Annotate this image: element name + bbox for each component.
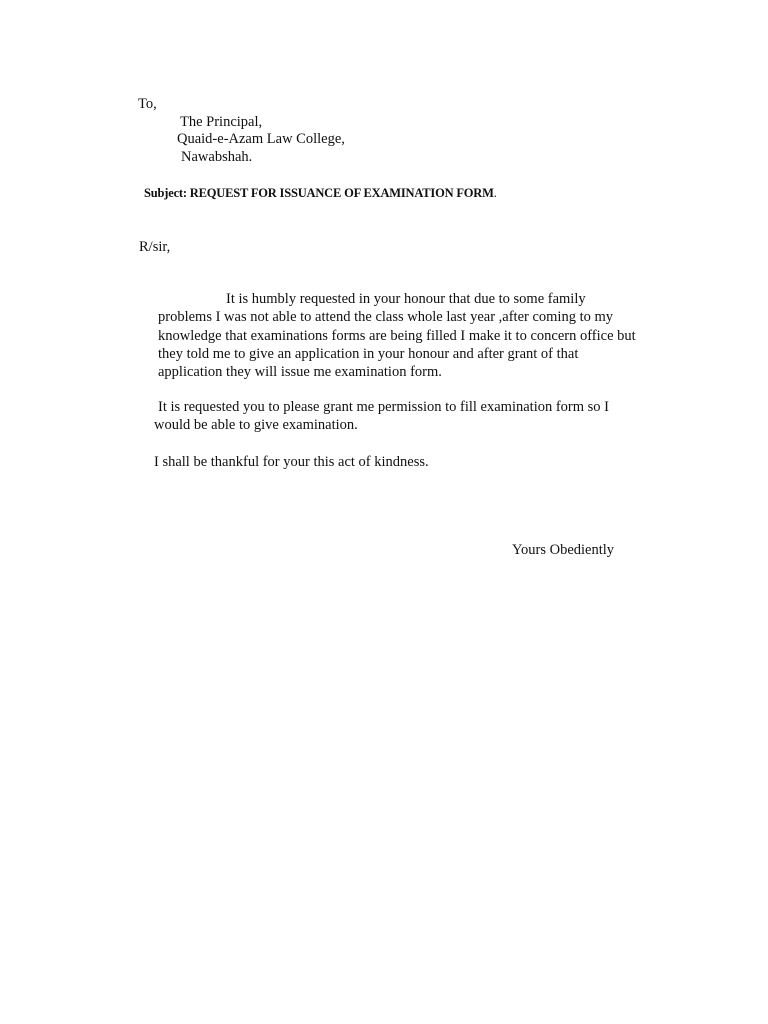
paragraph-1-line: problems I was not able to attend the class whole last year ,after coming to my: [158, 309, 614, 325]
paragraph-1-line: application they will issue me examination form.: [158, 364, 442, 380]
subject-text: REQUEST FOR ISSUANCE OF EXAMINATION FORM: [189, 186, 494, 200]
recipient-title: The Principal,: [180, 114, 263, 130]
recipient-college: Quaid-e-Azam Law College,: [177, 131, 345, 147]
paragraph-1-line: knowledge that examinations forms are being filled I make it to concern office but: [158, 328, 636, 344]
paragraph-1-line: they told me to give an application in your honour and after grant of that: [158, 346, 579, 362]
subject-end: .: [493, 186, 497, 200]
greeting: R/sir,: [139, 239, 171, 255]
subject-label: Subject:: [144, 186, 187, 200]
paragraph-1-line: It is humbly requested in your honour that due to some family: [226, 291, 586, 307]
to-line: To,: [138, 96, 157, 112]
closing: Yours Obediently: [512, 542, 615, 558]
subject-line: [144, 184, 497, 202]
paragraph-3: I shall be thankful for your this act of kindness.: [154, 454, 429, 470]
recipient-city: Nawabshah.: [181, 149, 253, 165]
paragraph-2-line: It is requested you to please grant me permission to fill examination form so I: [158, 399, 610, 415]
paragraph-2-line: would be able to give examination.: [154, 417, 358, 433]
